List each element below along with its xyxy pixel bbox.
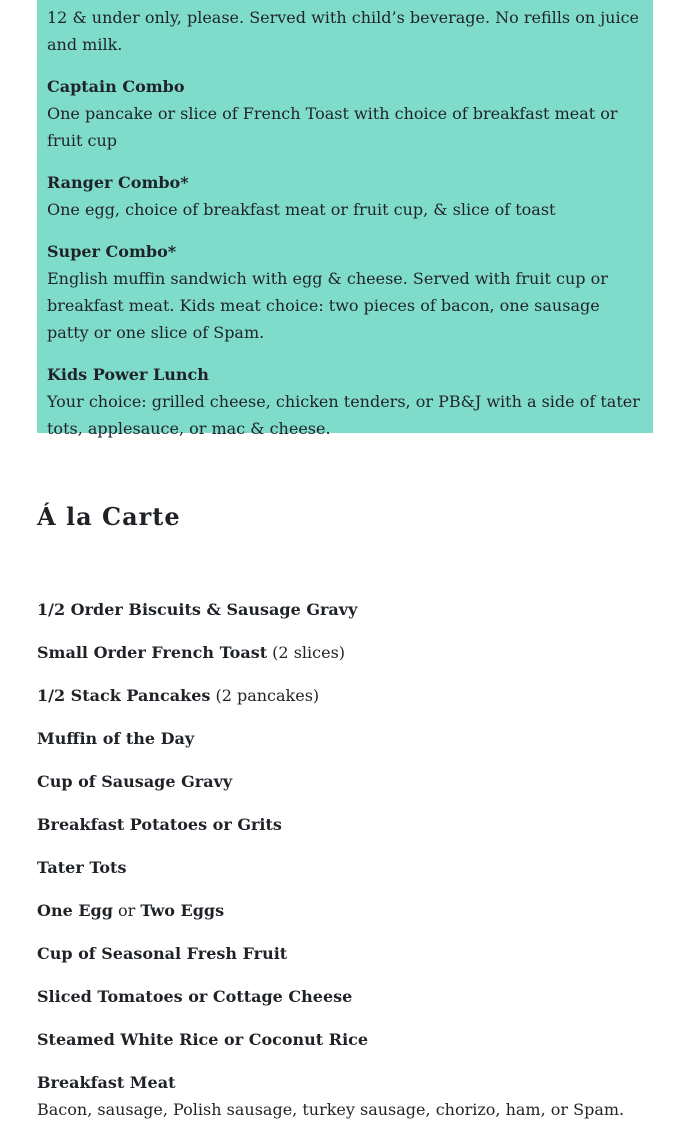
list-item (37, 596, 667, 639)
list-item (37, 983, 667, 1026)
kids-item-description: Your choice: grilled cheese, chicken tenders, or PB&J with a side of tater tots, applesauce, or mac & cheese. (47, 392, 640, 438)
item-name: One Egg (37, 901, 113, 920)
item-description: Bacon, sausage, Polish sausage, turkey sausage, chorizo, ham, or Spam. (37, 1100, 625, 1119)
item-name: Breakfast Potatoes or Grits (37, 815, 282, 834)
list-item (37, 1069, 667, 1123)
a-la-carte-list (37, 596, 667, 1123)
item-name: Breakfast Meat (37, 1073, 176, 1092)
kids-item-name: Kids Power Lunch (47, 365, 209, 384)
kids-item-description: English muffin sandwich with egg & cheese. Served with fruit cup or breakfast meat. Kids meat choice: two pieces of bacon, one sausage patty or one slice of Spam. (47, 269, 608, 342)
section-heading-a-la-carte: Á la Carte (37, 502, 181, 531)
list-item (37, 682, 667, 725)
item-name: Cup of Seasonal Fresh Fruit (37, 944, 288, 963)
item-name: Muffin of the Day (37, 729, 195, 748)
list-item (37, 768, 667, 811)
kids-menu-intro: 12 & under only, please. Served with child’s beverage. No refills on juice and milk. (47, 8, 640, 54)
kids-item-name: Super Combo* (47, 242, 177, 261)
item-name: Cup of Sausage Gravy (37, 772, 233, 791)
item-name: 1/2 Stack Pancakes (37, 686, 211, 705)
item-name: Sliced Tomatoes or Cottage Cheese (37, 987, 353, 1006)
kids-item-description: One egg, choice of breakfast meat or fruit cup, & slice of toast (47, 200, 556, 219)
list-item (37, 854, 667, 897)
kids-item-power-lunch (47, 361, 643, 442)
item-name: Small Order French Toast (37, 643, 268, 662)
list-item (37, 940, 667, 983)
list-item (37, 897, 667, 940)
kids-item-name: Captain Combo (47, 77, 185, 96)
kids-menu-box (37, 0, 653, 438)
kids-item-captain-combo (47, 73, 643, 154)
item-name: 1/2 Order Biscuits & Sausage Gravy (37, 600, 358, 619)
list-item (37, 811, 667, 854)
kids-item-ranger-combo (47, 169, 643, 223)
kids-item-description: One pancake or slice of French Toast with choice of breakfast meat or fruit cup (47, 104, 618, 150)
item-name: Tater Tots (37, 858, 127, 877)
kids-item-super-combo (47, 238, 643, 346)
item-note: (2 slices) (267, 643, 346, 662)
item-name: Steamed White Rice or Coconut Rice (37, 1030, 369, 1049)
item-note: (2 pancakes) (210, 686, 320, 705)
list-item (37, 1026, 667, 1069)
item-connector: or (112, 901, 141, 920)
list-item (37, 725, 667, 768)
list-item (37, 639, 667, 682)
kids-item-name: Ranger Combo* (47, 173, 189, 192)
item-name-alt: Two Eggs (140, 901, 225, 920)
